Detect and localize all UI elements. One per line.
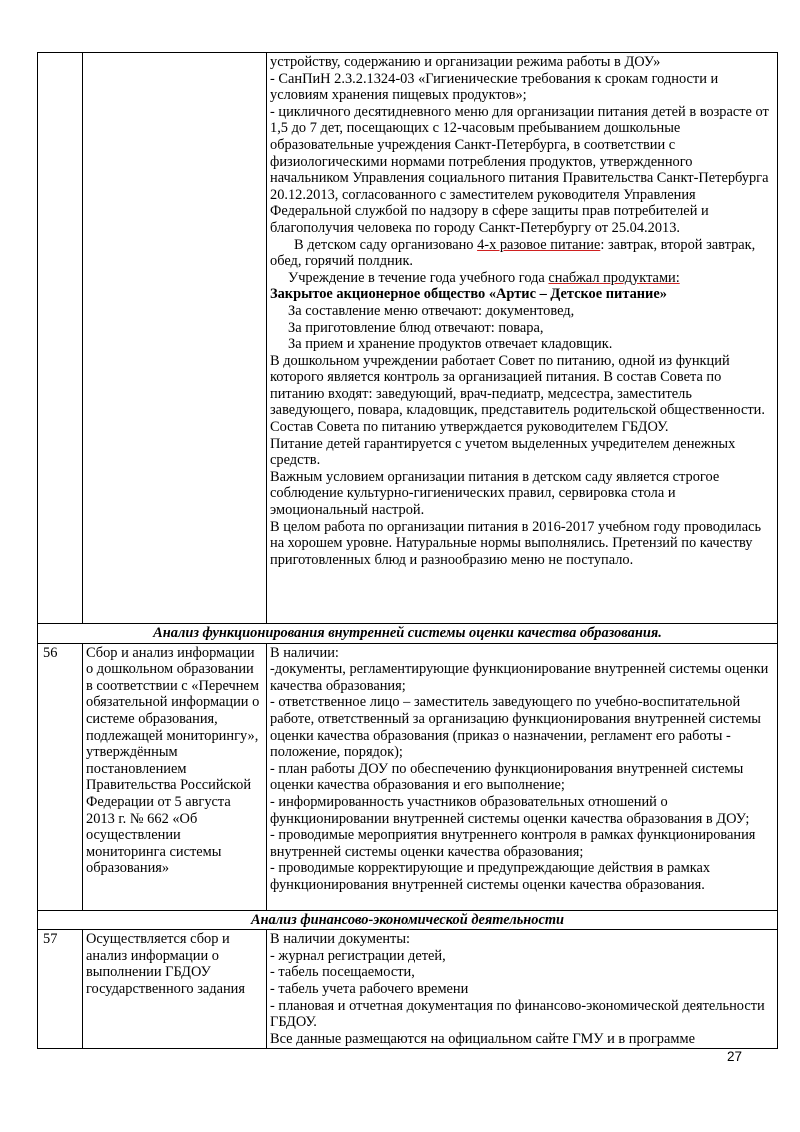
page-number: 27 <box>727 1049 743 1064</box>
content-line: - проводимые мероприятия внутреннего контроля в рамках функционирования внутренней системы оценки качества образования; <box>270 827 756 860</box>
content-line: - информированность участников образовательных отношений о функционировании внутренней системы оценки качества образования в ДОУ; <box>270 793 750 827</box>
content-line: - проводимые корректирующие и предупреждающие действия в рамках функционирования внутренней системы оценки качества образования. <box>270 860 711 893</box>
content-paragraph: В дошкольном учреждении работает Совет по питанию, одной из функций которого является контроль за организацией питания. В состав Совета по питанию входят: заведующий, врач-педиатр, медсестра, заместитель заведующего, повара, кладовщик, представитель родительской общественности. Состав Совета по питанию утверждается руководителем ГБДОУ. <box>270 352 765 436</box>
row-number-cell <box>38 53 83 624</box>
role-line: За составление меню отвечают: документовед, <box>288 302 575 319</box>
supply-prefix: Учреждение в течение года учебного года <box>288 269 549 286</box>
row-description-cell <box>83 53 267 624</box>
supplier-name: Закрытое акционерное общество «Артис – Детское питание» <box>270 286 667 303</box>
content-line: В наличии документы: <box>270 931 410 948</box>
section-title: Анализ финансово-экономической деятельности <box>38 910 778 930</box>
meals-underlined: 4-х разовое питание <box>477 236 601 253</box>
content-line: устройству, содержанию и организации режима работы в ДОУ» <box>270 54 661 70</box>
role-line: За приготовление блюд отвечают: повара, <box>288 319 544 336</box>
content-line: Все данные размещаются на официальном сайте ГМУ и в программе <box>270 1030 695 1047</box>
meals-paragraph <box>270 237 774 270</box>
row-content-cell <box>267 53 778 624</box>
section-header-row <box>38 910 778 930</box>
row-description: Осуществляется сбор и анализ информации о выполнении ГБДОУ государственного задания <box>83 930 267 1049</box>
table-row-56 <box>38 643 778 910</box>
content-line: - СанПиН 2.3.2.1324-03 «Гигиенические требования к срокам годности и условиям хранения пищевых продуктов»; <box>270 70 719 104</box>
document-table <box>37 52 778 1049</box>
content-line: - табель посещаемости, <box>270 964 415 981</box>
row-content-cell <box>267 643 778 910</box>
row-content-cell <box>267 930 778 1049</box>
supply-underlined: снабжал продуктами: <box>548 269 680 286</box>
content-line: - план работы ДОУ по обеспечению функционирования внутренней системы оценки качества образования и его выполнение; <box>270 760 744 794</box>
role-line: За прием и хранение продуктов отвечает кладовщик. <box>288 336 613 353</box>
row-description: Сбор и анализ информации о дошкольном образовании в соответствии с «Перечнем обязательной информации о системе образования, подлежащей мониторингу», утверждённым постановлением Правительства Российской Федерации от 5 августа 2013 г. № 662 «Об осуществлении мониторинга системы образования» <box>83 643 267 910</box>
content-line: - ответственное лицо – заместитель заведующего по учебно-воспитательной работе, ответственный за организацию функционирования внутренней системы оценки качества образования (приказ о назначении, регламент его работы - положение, порядок); <box>270 694 761 761</box>
section-title: Анализ функционирования внутренней системы оценки качества образования. <box>38 624 778 644</box>
content-line: - табель учета рабочего времени <box>270 980 469 997</box>
content-line: - цикличного десятидневного меню для организации питания детей в возрасте от 1,5 до 7 дет, посещающих с 12-часовым пребыванием дошкольные образовательные учреждения Санкт-Петербурга, в соответствии с физиологическими нормами потребления продуктов, утвержденного начальником Управления социального питания Правительства Санкт-Петербурга 20.12.2013, согласованного с заместителем руководителя Управления Федеральной службой по надзору в сфере защиты прав потребителей и благополучия человека по городу Санкт-Петербургу от 25.04.2013. <box>270 103 769 236</box>
content-line: - журнал регистрации детей, <box>270 947 446 964</box>
meals-prefix: В детском саду организовано <box>294 236 478 253</box>
table-row-continuation <box>38 53 778 624</box>
content-paragraph: В целом работа по организации питания в 2016-2017 учебном году проводилась на хорошем уровне. Натуральные нормы выполнялись. Претензий по качеству приготовленных блюд и разнообразию меню не поступало. <box>270 518 762 568</box>
content-line: В наличии: <box>270 644 339 661</box>
row-number: 56 <box>38 643 83 910</box>
table-row-57 <box>38 930 778 1049</box>
content-line: - плановая и отчетная документация по финансово-экономической деятельности ГБДОУ. <box>270 997 765 1031</box>
content-paragraph: Важным условием организации питания в детском саду является строгое соблюдение культурно-гигиенических правил, сервировка стола и эмоциональный настрой. <box>270 468 720 519</box>
supply-paragraph <box>270 270 774 287</box>
content-paragraph: Питание детей гарантируется с учетом выделенных учредителем денежных средств. <box>270 435 736 469</box>
meals-suffix: : завтрак, второй завтрак, обед, горячий полдник. <box>270 236 756 270</box>
row-number: 57 <box>38 930 83 1049</box>
content-line: -документы, регламентирующие функционирование внутренней системы оценки качества образования; <box>270 661 769 694</box>
section-header-row <box>38 624 778 644</box>
